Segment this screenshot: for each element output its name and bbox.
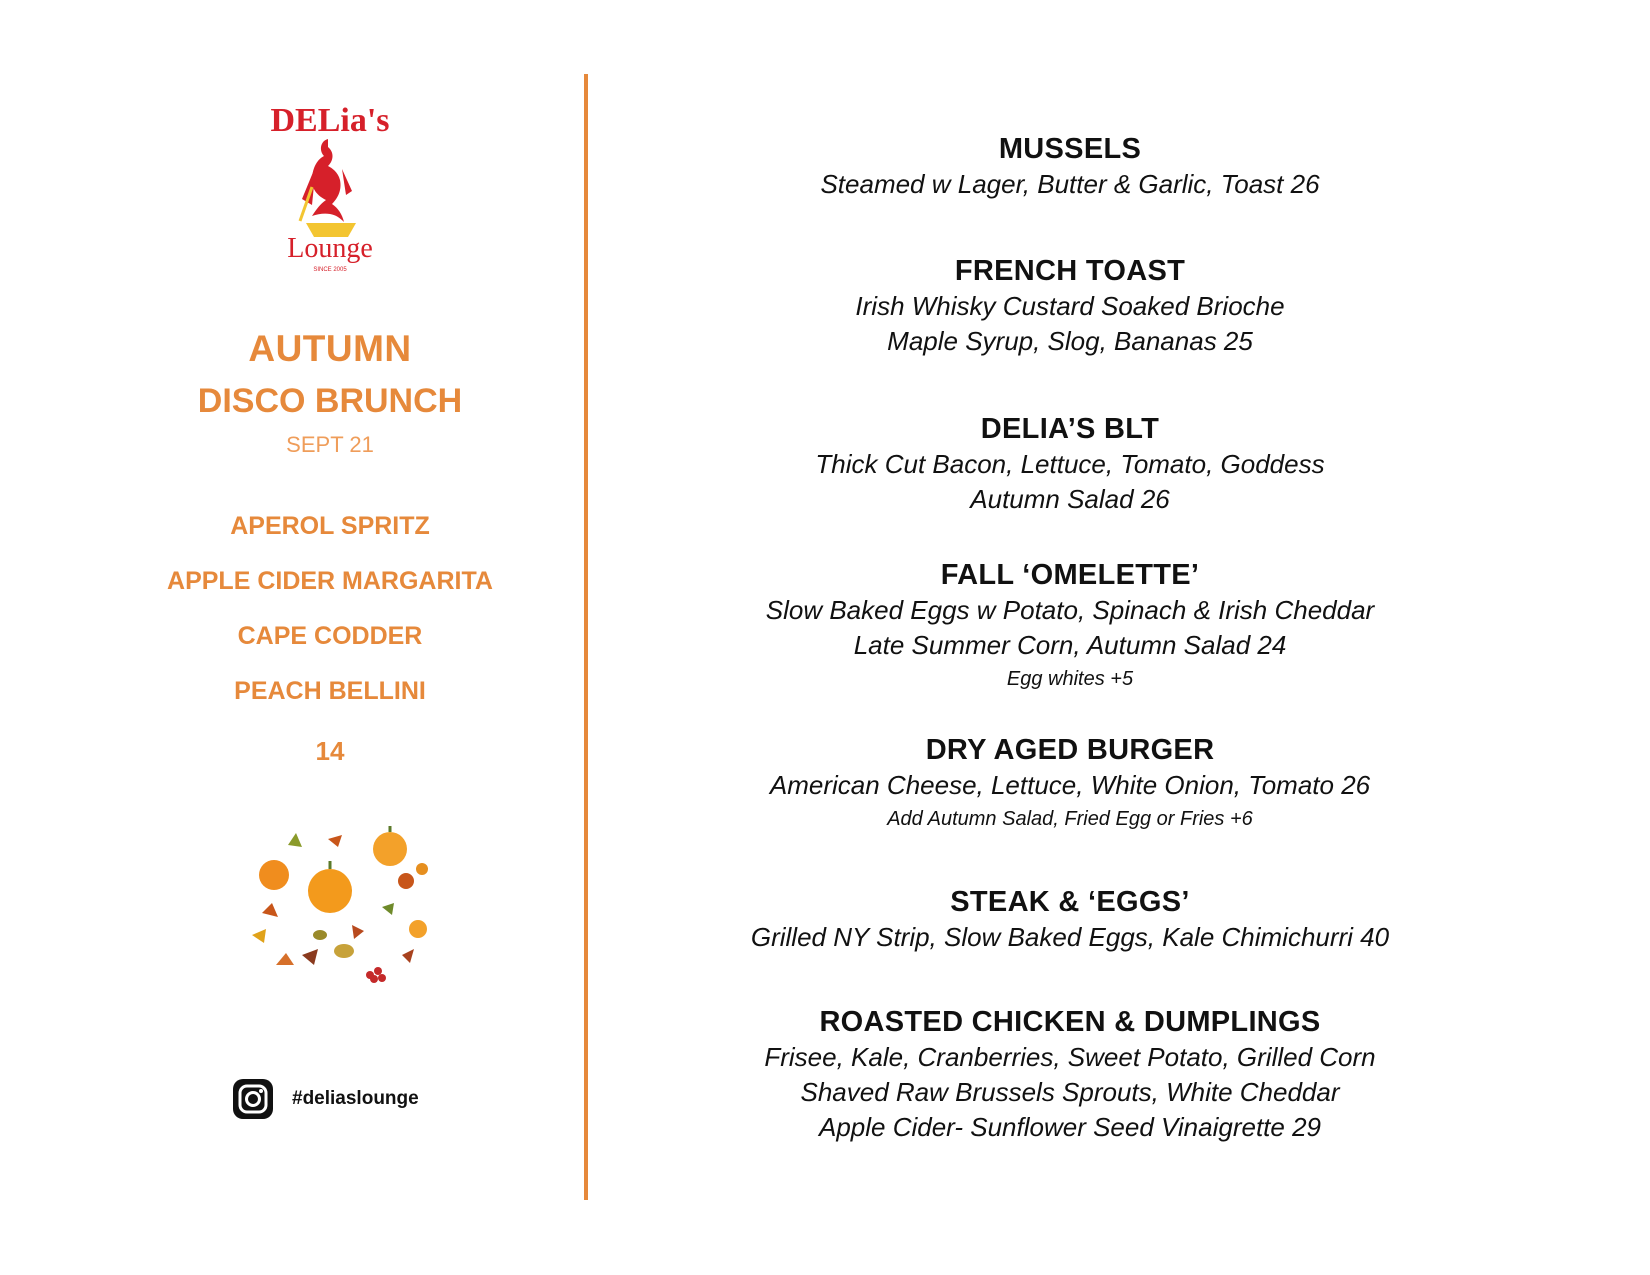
menu-item xyxy=(700,131,1440,202)
menu-item-description: Shaved Raw Brussels Sprouts, White Cheddar xyxy=(800,1077,1340,1107)
menu-item-description: Irish Whisky Custard Soaked Brioche xyxy=(855,291,1285,321)
menu-item-description: Thick Cut Bacon, Lettuce, Tomato, Goddess xyxy=(815,449,1325,479)
menu-item xyxy=(700,732,1440,835)
menu-item-name: FRENCH TOAST xyxy=(954,255,1186,287)
menu-item xyxy=(700,557,1440,695)
social-handle[interactable] xyxy=(232,1078,419,1120)
drinks-list xyxy=(110,508,550,728)
drink-item: APPLE CIDER MARGARITA xyxy=(167,567,493,595)
menu-item-name: ROASTED CHICKEN & DUMPLINGS xyxy=(819,1006,1321,1038)
menu-item-name: STEAK & ‘EGGS’ xyxy=(950,886,1190,918)
menu-item xyxy=(700,884,1440,955)
event-title: DISCO BRUNCH xyxy=(197,382,463,420)
event-season: AUTUMN xyxy=(248,328,412,369)
menu-item-name: DRY AGED BURGER xyxy=(925,734,1215,766)
menu-item-description: American Cheese, Lettuce, White Onion, Tomato 26 xyxy=(769,770,1371,800)
drink-item: APEROL SPRITZ xyxy=(230,512,430,540)
menu-item-description: Autumn Salad 26 xyxy=(970,484,1170,514)
menu-item-name: FALL ‘OMELETTE’ xyxy=(940,559,1200,591)
drink-item: CAPE CODDER xyxy=(237,622,423,650)
left-panel xyxy=(110,0,550,1275)
menu-item-description: Maple Syrup, Slog, Bananas 25 xyxy=(887,326,1253,356)
menu-item-note: Egg whites +5 xyxy=(1006,668,1134,690)
menu-item-description: Apple Cider- Sunflower Seed Vinaigrette 29 xyxy=(818,1112,1322,1142)
menu-item-description: Slow Baked Eggs w Potato, Spinach & Irish Cheddar xyxy=(765,595,1375,625)
menu-item-description: Frisee, Kale, Cranberries, Sweet Potato, Grilled Corn xyxy=(764,1042,1376,1072)
menu-item-note: Add Autumn Salad, Fried Egg or Fries +6 xyxy=(887,808,1253,830)
menu-item xyxy=(700,1004,1440,1145)
menu-item-description: Late Summer Corn, Autumn Salad 24 xyxy=(853,630,1287,660)
logo-top-text: DELia's xyxy=(270,102,390,139)
autumn-leaves-illustration xyxy=(232,825,428,987)
logo-bottom-text: Lounge xyxy=(287,233,373,264)
menu-item-name: DELIA’S BLT xyxy=(980,413,1160,445)
menu-item-name: MUSSELS xyxy=(998,133,1142,165)
drink-item: PEACH BELLINI xyxy=(234,677,426,705)
menu-item-description: Steamed w Lager, Butter & Garlic, Toast 26 xyxy=(820,169,1320,199)
logo-small-text: SINCE 2005 xyxy=(313,267,347,273)
instagram-icon xyxy=(232,1078,274,1120)
vertical-divider xyxy=(584,74,588,1200)
menu-item xyxy=(700,411,1440,517)
menu-item xyxy=(700,253,1440,359)
menu-item-description: Grilled NY Strip, Slow Baked Eggs, Kale Chimichurri 40 xyxy=(750,922,1390,952)
instagram-handle: #deliaslounge xyxy=(292,1088,419,1109)
delias-lounge-logo xyxy=(110,95,550,285)
event-date: SEPT 21 xyxy=(286,432,374,457)
drinks-price: 14 xyxy=(315,736,345,766)
